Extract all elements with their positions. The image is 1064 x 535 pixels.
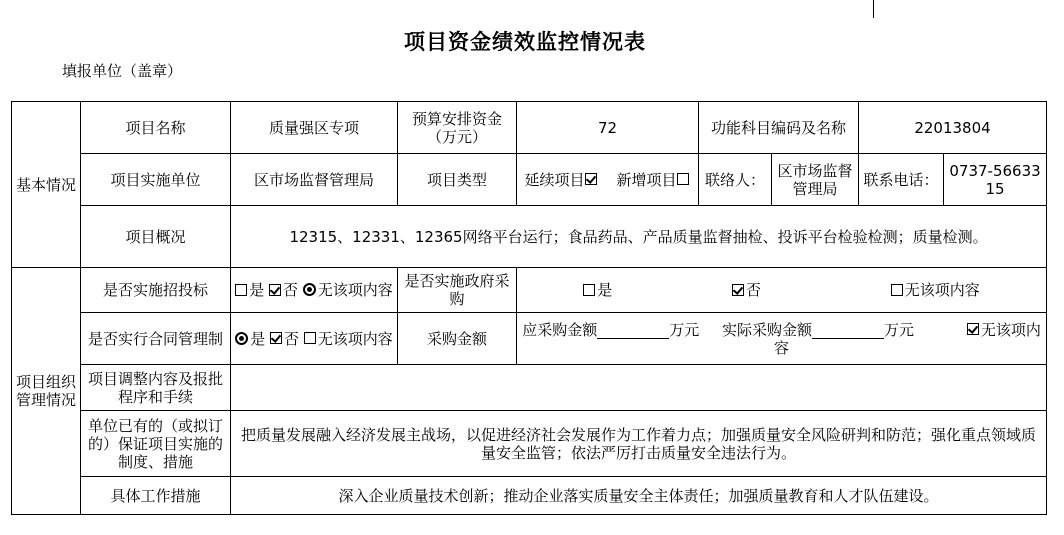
budget-label: 预算安排资金（万元） [398,102,517,154]
row-measures [12,477,1047,515]
project-type-label: 项目类型 [398,154,517,206]
purchase-na-label: 无该项内容 [774,320,1041,357]
row-overview [12,206,1047,268]
system-label: 单位已有的（或拟订的）保证项目实施的制度、措施 [81,411,231,477]
contract-na-checkbox[interactable] [304,332,316,344]
should-purchase-input[interactable] [597,324,669,339]
measures-value[interactable]: 深入企业质量技术创新；推动企业落实质量安全主体责任；加强质量教育和人才队伍建设。 [231,477,1047,515]
actual-purchase-input[interactable] [812,324,884,339]
contract-na-label: 无该项内容 [317,329,393,348]
contract-no-checkbox[interactable] [270,332,282,344]
bidding-yes-label: 是 [249,281,265,299]
project-name-label: 项目名称 [81,102,231,154]
row-impl-unit [12,154,1047,206]
row-contract [12,313,1047,365]
adjust-value[interactable] [231,365,1047,411]
gov-no-checkbox[interactable] [732,284,744,296]
contract-yes-label: 是 [250,329,266,348]
phone-label: 联系电话： [859,154,944,206]
type-continue-label: 延续项目 [524,170,585,189]
func-code-label: 功能科目编码及名称 [699,102,859,154]
func-code-value[interactable]: 22013804 [859,102,1047,154]
top-edge-line [873,0,874,18]
gov-purchase-options [517,268,1047,313]
contract-options [231,313,398,365]
phone-value[interactable]: 0737-5663315 [944,154,1047,206]
purchase-amount-label: 采购金额 [398,313,517,365]
contact-label: 联络人： [699,154,772,206]
contract-no-label: 否 [283,329,299,348]
impl-unit-value[interactable]: 区市场监督管理局 [231,154,398,206]
bidding-options [231,268,398,313]
bidding-na-label: 无该项内容 [317,281,393,299]
gov-yes-label: 是 [597,281,613,299]
section-basic: 基本情况 [12,102,81,268]
type-new-checkbox[interactable] [677,173,689,185]
gov-na-checkbox[interactable] [891,284,903,296]
impl-unit-label: 项目实施单位 [81,154,231,206]
gov-na-label: 无该项内容 [904,281,980,299]
fill-unit-label: 填报单位（盖章） [62,62,183,80]
row-adjust [12,365,1047,411]
bidding-na-radio[interactable] [303,283,316,296]
overview-label: 项目概况 [81,206,231,268]
bidding-no-label: 否 [282,281,298,299]
page-title: 项目资金绩效监控情况表 [404,30,646,54]
project-type-options [517,154,699,206]
contact-value[interactable]: 区市场监督管理局 [772,154,859,206]
overview-value[interactable]: 12315、12331、12365网络平台运行；食品药品、产品质量监督抽检、投诉平台检验检测；质量检测。 [231,206,1047,268]
purchase-amount-row [517,313,1047,365]
gov-yes-checkbox[interactable] [583,284,595,296]
actual-purchase-unit: 万元 [884,320,915,339]
adjust-label: 项目调整内容及报批程序和手续 [81,365,231,411]
should-purchase-unit: 万元 [669,320,700,339]
gov-no-label: 否 [746,281,762,299]
purchase-na-checkbox[interactable] [967,323,979,335]
monitoring-form-table [11,101,1047,515]
section-org: 项目组织管理情况 [12,268,81,515]
measures-label: 具体工作措施 [81,477,231,515]
budget-value[interactable]: 72 [517,102,699,154]
row-system [12,411,1047,477]
bidding-label: 是否实施招投标 [81,268,231,313]
type-continue-checkbox[interactable] [585,173,597,185]
row-project-name [12,102,1047,154]
project-name-value[interactable]: 质量强区专项 [231,102,398,154]
actual-purchase-label: 实际采购金额 [722,320,813,339]
bidding-yes-checkbox[interactable] [235,284,247,296]
type-new-label: 新增项目 [616,170,677,189]
contract-yes-radio[interactable] [235,332,248,345]
row-bidding [12,268,1047,313]
contract-label: 是否实行合同管理制 [81,313,231,365]
gov-purchase-label: 是否实施政府采购 [398,268,517,313]
should-purchase-label: 应采购金额 [522,320,598,339]
system-value[interactable]: 把质量发展融入经济发展主战场，以促进经济社会发展作为工作着力点；加强质量安全风险研判和防范；强化重点领域质量安全监管；依法严厉打击质量安全违法行为。 [231,411,1047,477]
bidding-no-checkbox[interactable] [269,284,281,296]
